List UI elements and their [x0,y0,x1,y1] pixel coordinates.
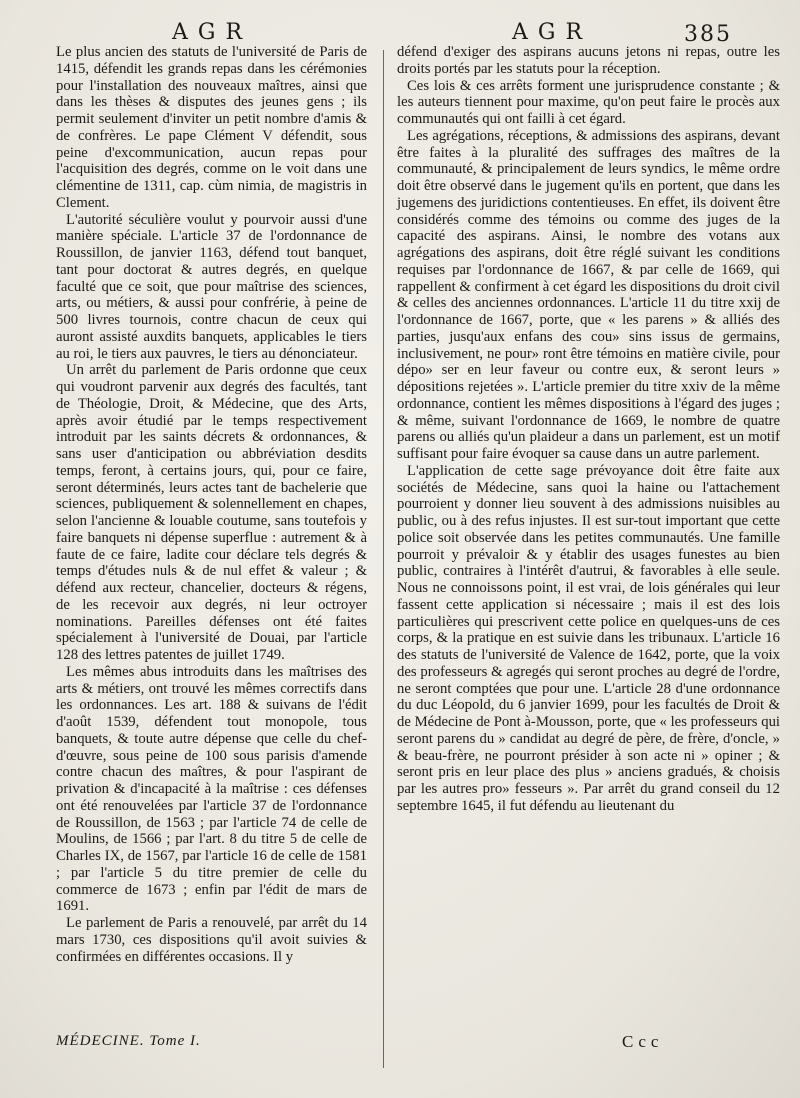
column-divider [383,50,384,1068]
right-running-title: AGR [512,20,593,45]
left-paragraph-1: Le plus ancien des statuts de l'université de Paris de 1415, défendit les grands repas dans les cérémonies pour l'installation des nouveaux maîtres, ainsi que dans les thèses & disputes des jeunes gens ; ils permit seulement d'inviter un petit nombre d'amis & de confrères. Le pape Clément V défendit, sous peine d'excommunication, aucun repas pour l'acquisition des degrés, comme on le voit dans une clémentine de 1311, cap. cùm nimia, de magistris in Clement. [56,44,367,211]
signature-mark: Ccc [622,1032,664,1051]
left-paragraph-2: L'autorité séculière voulut y pourvoir aussi d'une manière spéciale. L'article 37 de l'ordonnance de Roussillon, de janvier 1163, défend tout banquet, tant pour doctorat & autres degrés, en quelque faculté que ce soit, que pour maîtrise des sciences, arts, ou métiers, & aussi pour confrérie, à peine de 500 livres tournois, contre chacun de ceux qui auront assisté auxdits banquets, applicables le tiers au roi, le tiers aux pauvres, le tiers au dénonciateur. [56,211,367,362]
volume-footer: MÉDECINE. Tome I. [56,1033,201,1049]
left-paragraph-3: Un arrêt du parlement de Paris ordonne que ceux qui voudront parvenir aux degrés des facultés, tant de Théologie, Droit, & Médecine, que des Arts, après avoir étudié par le temps respectivement introduit par les saints décrets & ordonnances, & sans user d'anticipation ou abbréviation desdits temps, feront, à certains jours, qui, pour ce faire, seront déterminés, leurs actes tant de bachelerie que sciences, publiquement & solennellement en chapes, selon l'ancienne & louable coutume, sans toutefois y faire banquets ni dépense superflue : autrement & à faute de ce faire, ladite cour déclare tels degrés & temps d'études nuls & de nul effet & valeur ; & défend aux recteur, chancelier, docteurs & régens, de les recevoir aux degrés, ni leur octroyer nominations. Pareilles défenses ont été faites spécialement à l'université de Douai, par l'article 128 des lettres patentes de juillet 1749. [56,362,367,663]
right-paragraph-4: L'application de cette sage prévoyance doit être faite aux sociétés de Médecine, sans quoi la haine ou l'attachement pourroient y donner lieu souvent à des admissions nuisibles au public, ou à des refus injustes. Il est sur-tout important que cette police soit observée dans les petites communautés. Une famille pourroit y prévaloir & y établir des usages funestes au bien public, contraires à l'intérêt d'autrui, & favorables à elle seule. Nous ne connoissons point, il est vrai, de lois générales qui leur fassent cette application si nécessaire ; mais il est des lois particulières qui prescrivent cette police en quelques-uns de ces corps, & la pratique en est suivie dans les tribunaux. L'article 16 des statuts de l'université de Valence de 1642, porte, que la voix des professeurs & agregés qui seront proches au degré de l'ordre, ne seront comptées que pour une. L'article 28 d'une ordonnance du duc Léopold, du 6 janvier 1699, pour les facultés de Droit & de Médecine de Pont à-Mousson, porte, que « les professeurs qui seront parens du » candidat au degré de père, de frère, d'oncle, » & beau-frère, ne pourront présider à son acte ni » opiner ; & seront pris en leur place des plus » anciens gradués, & choisis par les autres pro» fesseurs ». Par arrêt du grand conseil du 12 septembre 1645, il fut défendu au lieutenant du [397,462,780,814]
left-running-title: AGR [172,20,253,45]
left-column [56,44,367,965]
left-paragraph-5: Le parlement de Paris a renouvelé, par arrêt du 14 mars 1730, ces dispositions qu'il avoit suivies & confirmées en différentes occasions. Il y [56,915,367,965]
right-paragraph-3: Les agrégations, réceptions, & admissions des aspirans, devant être faites à la pluralité des suffrages des maîtres de la communauté, & principalement de leurs syndics, le même ordre doit être observé dans le jugement qu'ils en portent, que dans les jugemens des juridictions contentieuses. En effet, ils doivent être considérés comme des témoins ou comme des juges de la capacité des aspirans. Ainsi, le nombre des votans aux agrégations des aspirans, doit être réglé suivant les conditions requises par l'ordonnance de 1667, & par celle de 1669, qui rappellent & confirment à cet égard les dispositions du droit civil & celles des anciennes ordonnances. L'article 11 du titre xxij de l'ordonnance de 1667, porte, que « les parens » & alliés des parties, jusqu'aux enfans des cou» sins issus de germains, inclusivement, ne pour» ront être témoins en matière civile, pour dépo» ser en leur faveur ou contre eux, & seront leurs » dépositions rejetées ». L'article premier du titre xxiv de la même ordonnance, contient les mêmes dispositions à l'égard des juges ; & même, suivant l'ordonnance de 1669, le nombre de quatre parens ou alliés qu'un plaideur a dans un parlement, est un motif suffisant pour faire évoquer sa cause dans un autre parlement. [397,127,780,462]
left-paragraph-4: Les mêmes abus introduits dans les maîtrises des arts & métiers, ont trouvé les mêmes correctifs dans les ordonnances. Les art. 188 & suivans de l'édit d'août 1539, défendent tout monopole, tous banquets, & toute autre dépense que celle du chef-d'œuvre, sous peine de 100 sous parisis d'amende contre chacun des maîtres, & pour l'aspirant de privation & d'incapacité à la maîtrise : ces défenses ont été renouvelées par l'article 37 de l'ordonnance de Roussillon, de 1563 ; par l'article 74 de celle de Moulins, de 1566 ; par l'art. 8 du titre 5 de celle de Charles IX, de 1567, par l'article 16 de celle de 1581 ; par l'article 5 du titre premier de celle du commerce de 1673 ; enfin par l'édit de mars de 1691. [56,663,367,915]
page-number: 385 [684,22,732,47]
right-paragraph-1: défend d'exiger des aspirans aucuns jetons ni repas, outre les droits portés par les statuts pour la réception. [397,44,780,77]
right-column [397,44,780,815]
right-paragraph-2: Ces lois & ces arrêts forment une jurisprudence constante ; & les auteurs tiennent pour maxime, qu'on peut faire le procès aux communautés qui ont failli à cet égard. [397,77,780,127]
